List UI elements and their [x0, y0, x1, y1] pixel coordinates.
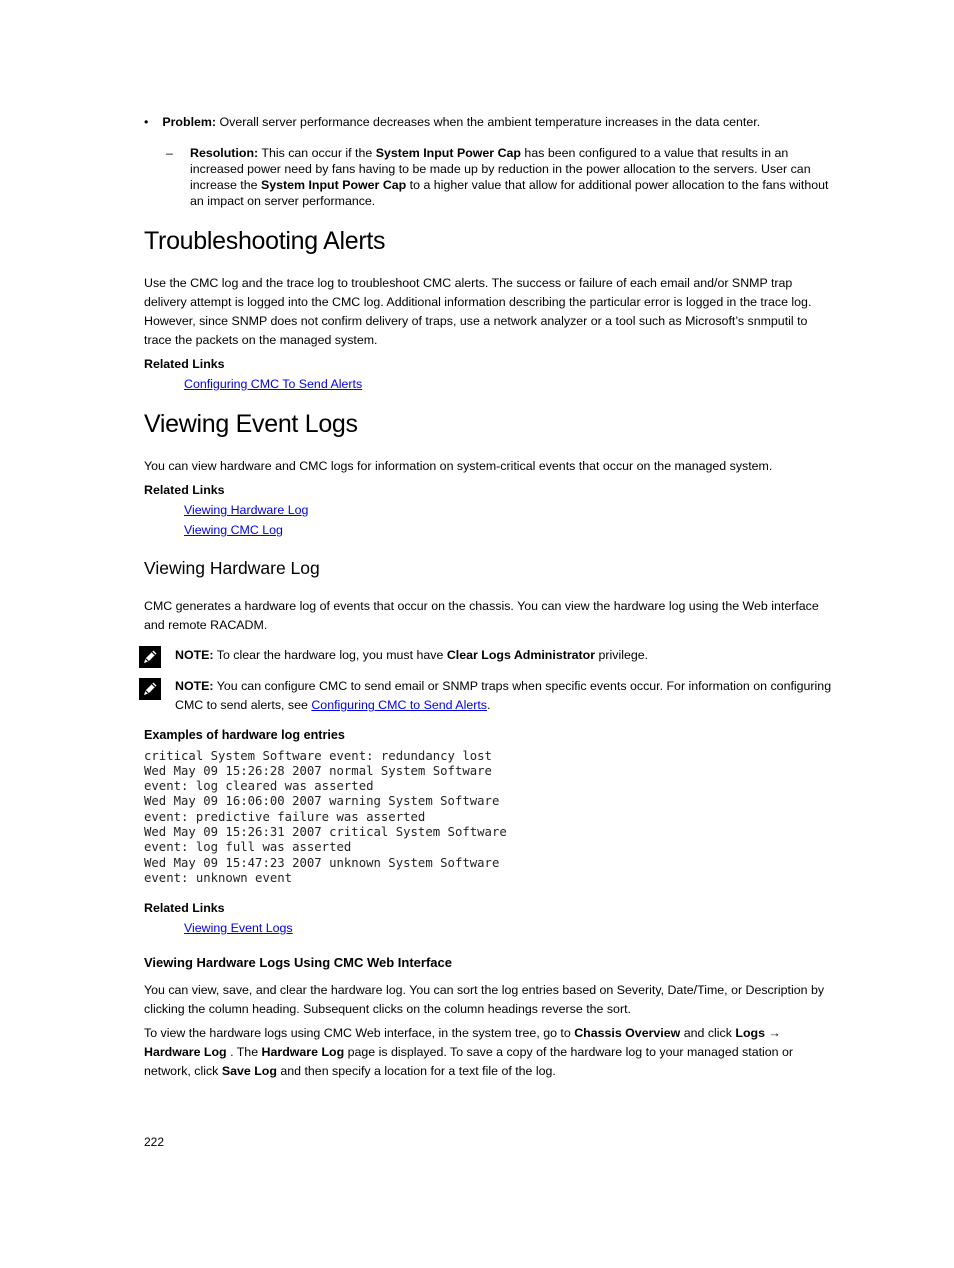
related-links-label: Related Links	[144, 357, 225, 371]
note-text-2: privilege.	[595, 648, 649, 662]
viewing-cmc-log-link[interactable]: Viewing CMC Log	[184, 523, 283, 537]
viewing-hardware-log-heading: Viewing Hardware Log	[144, 558, 320, 578]
viewing-hardware-log-link[interactable]: Viewing Hardware Log	[184, 503, 309, 517]
problem-item	[144, 114, 844, 130]
example-line: Wed May 09 15:26:31 2007 critical System Software	[144, 825, 507, 839]
example-line: event: predictive failure was asserted	[144, 810, 426, 824]
related-links-label: Related Links	[144, 901, 225, 915]
example-line: event: unknown event	[144, 871, 293, 885]
example-line: event: log cleared was asserted	[144, 779, 374, 793]
viewing-event-logs-body: You can view hardware and CMC logs for information on system-critical events that occur on the managed system.	[144, 459, 773, 473]
resolution-text-3: to a higher value that allow for additional power allocation to the fans without an impact on server performance.	[190, 178, 829, 208]
body-text: . The	[226, 1045, 262, 1059]
hardware-log-term: Hardware Log	[261, 1045, 345, 1059]
troubleshooting-body: Use the CMC log and the trace log to troubleshoot CMC alerts. The success or failure of each email and/or SNMP trap delivery attempt is logged into the CMC log. Additional information describing the particular error is logged in the trace log. However, since SNMP does not confirm delivery of traps, use a network analyzer or a tool such as Microsoft’s snmputil to trace the packets on the managed system.	[144, 276, 812, 347]
note-text-2: .	[486, 698, 491, 712]
note-send-alerts	[175, 677, 835, 715]
body-text: and then specify a location for a text file of the log.	[276, 1064, 556, 1078]
resolution-dash: –	[166, 146, 173, 160]
resolution-item	[190, 145, 840, 209]
resolution-text-2: has been configured to a value that results in an increased power need by fans having to be made up by reduction in the power allocation to the servers. User can increase the	[190, 146, 811, 192]
web-interface-body-1: You can view, save, and clear the hardware log. You can sort the log entries based on Severity, Date/Time, or Description by clicking the column heading. Subsequent clicks on the column headings reverse the sort.	[144, 983, 825, 1016]
note-label: NOTE:	[175, 648, 214, 662]
example-line: event: log full was asserted	[144, 840, 352, 854]
web-interface-body-2	[144, 1024, 834, 1081]
note-text-1: To clear the hardware log, you must have	[213, 648, 447, 662]
example-line: Wed May 09 15:26:28 2007 normal System Software	[144, 764, 492, 778]
problem-label: Problem:	[162, 115, 217, 129]
example-line: Wed May 09 15:47:23 2007 unknown System Software	[144, 856, 500, 870]
arrow: →	[764, 1026, 781, 1040]
clear-logs-administrator-term: Clear Logs Administrator	[446, 648, 596, 662]
pencil-note-icon	[139, 678, 161, 700]
body-text: and click	[680, 1026, 736, 1040]
web-interface-heading: Viewing Hardware Logs Using CMC Web Interface	[144, 955, 452, 970]
pencil-note-icon	[139, 646, 161, 668]
configuring-cmc-to-send-alerts-link[interactable]: Configuring CMC to Send Alerts	[311, 698, 487, 712]
related-links-label: Related Links	[144, 483, 225, 497]
viewing-hardware-log-body: CMC generates a hardware log of events that occur on the chassis. You can view the hardware log using the Web interface and remote RACADM.	[144, 599, 819, 632]
configuring-cmc-to-send-alerts-link[interactable]: Configuring CMC To Send Alerts	[184, 377, 363, 391]
hardware-log-term: Hardware Log	[144, 1045, 227, 1059]
bullet: •	[144, 115, 149, 129]
note-clear-logs	[175, 646, 835, 665]
note-text-1: You can configure CMC to send email or SNMP traps when specific events occur. For information on configuring CMC to send alerts, see	[175, 679, 832, 712]
example-line: critical System Software event: redundancy lost	[144, 749, 492, 763]
save-log-term: Save Log	[221, 1064, 277, 1078]
page-number: 222	[144, 1135, 165, 1149]
logs-term: Logs	[735, 1026, 765, 1040]
troubleshooting-alerts-heading: Troubleshooting Alerts	[144, 227, 386, 255]
examples-heading: Examples of hardware log entries	[144, 728, 345, 742]
example-line: Wed May 09 16:06:00 2007 warning System Software	[144, 794, 500, 808]
resolution-text-1: This can occur if the	[258, 146, 376, 160]
resolution-label: Resolution:	[190, 146, 259, 160]
system-input-power-cap-term: System Input Power Cap	[375, 146, 521, 160]
body-text: page is displayed. To save a copy of the hardware log to your managed station or network, click	[144, 1045, 794, 1078]
viewing-event-logs-heading: Viewing Event Logs	[144, 410, 358, 438]
chassis-overview-term: Chassis Overview	[574, 1026, 681, 1040]
body-text: To view the hardware logs using CMC Web interface, in the system tree, go to	[144, 1026, 575, 1040]
system-input-power-cap-term-2: System Input Power Cap	[260, 178, 407, 192]
problem-text: Overall server performance decreases when the ambient temperature increases in the data center.	[216, 115, 761, 129]
viewing-event-logs-link[interactable]: Viewing Event Logs	[184, 921, 293, 935]
note-label: NOTE:	[175, 679, 214, 693]
